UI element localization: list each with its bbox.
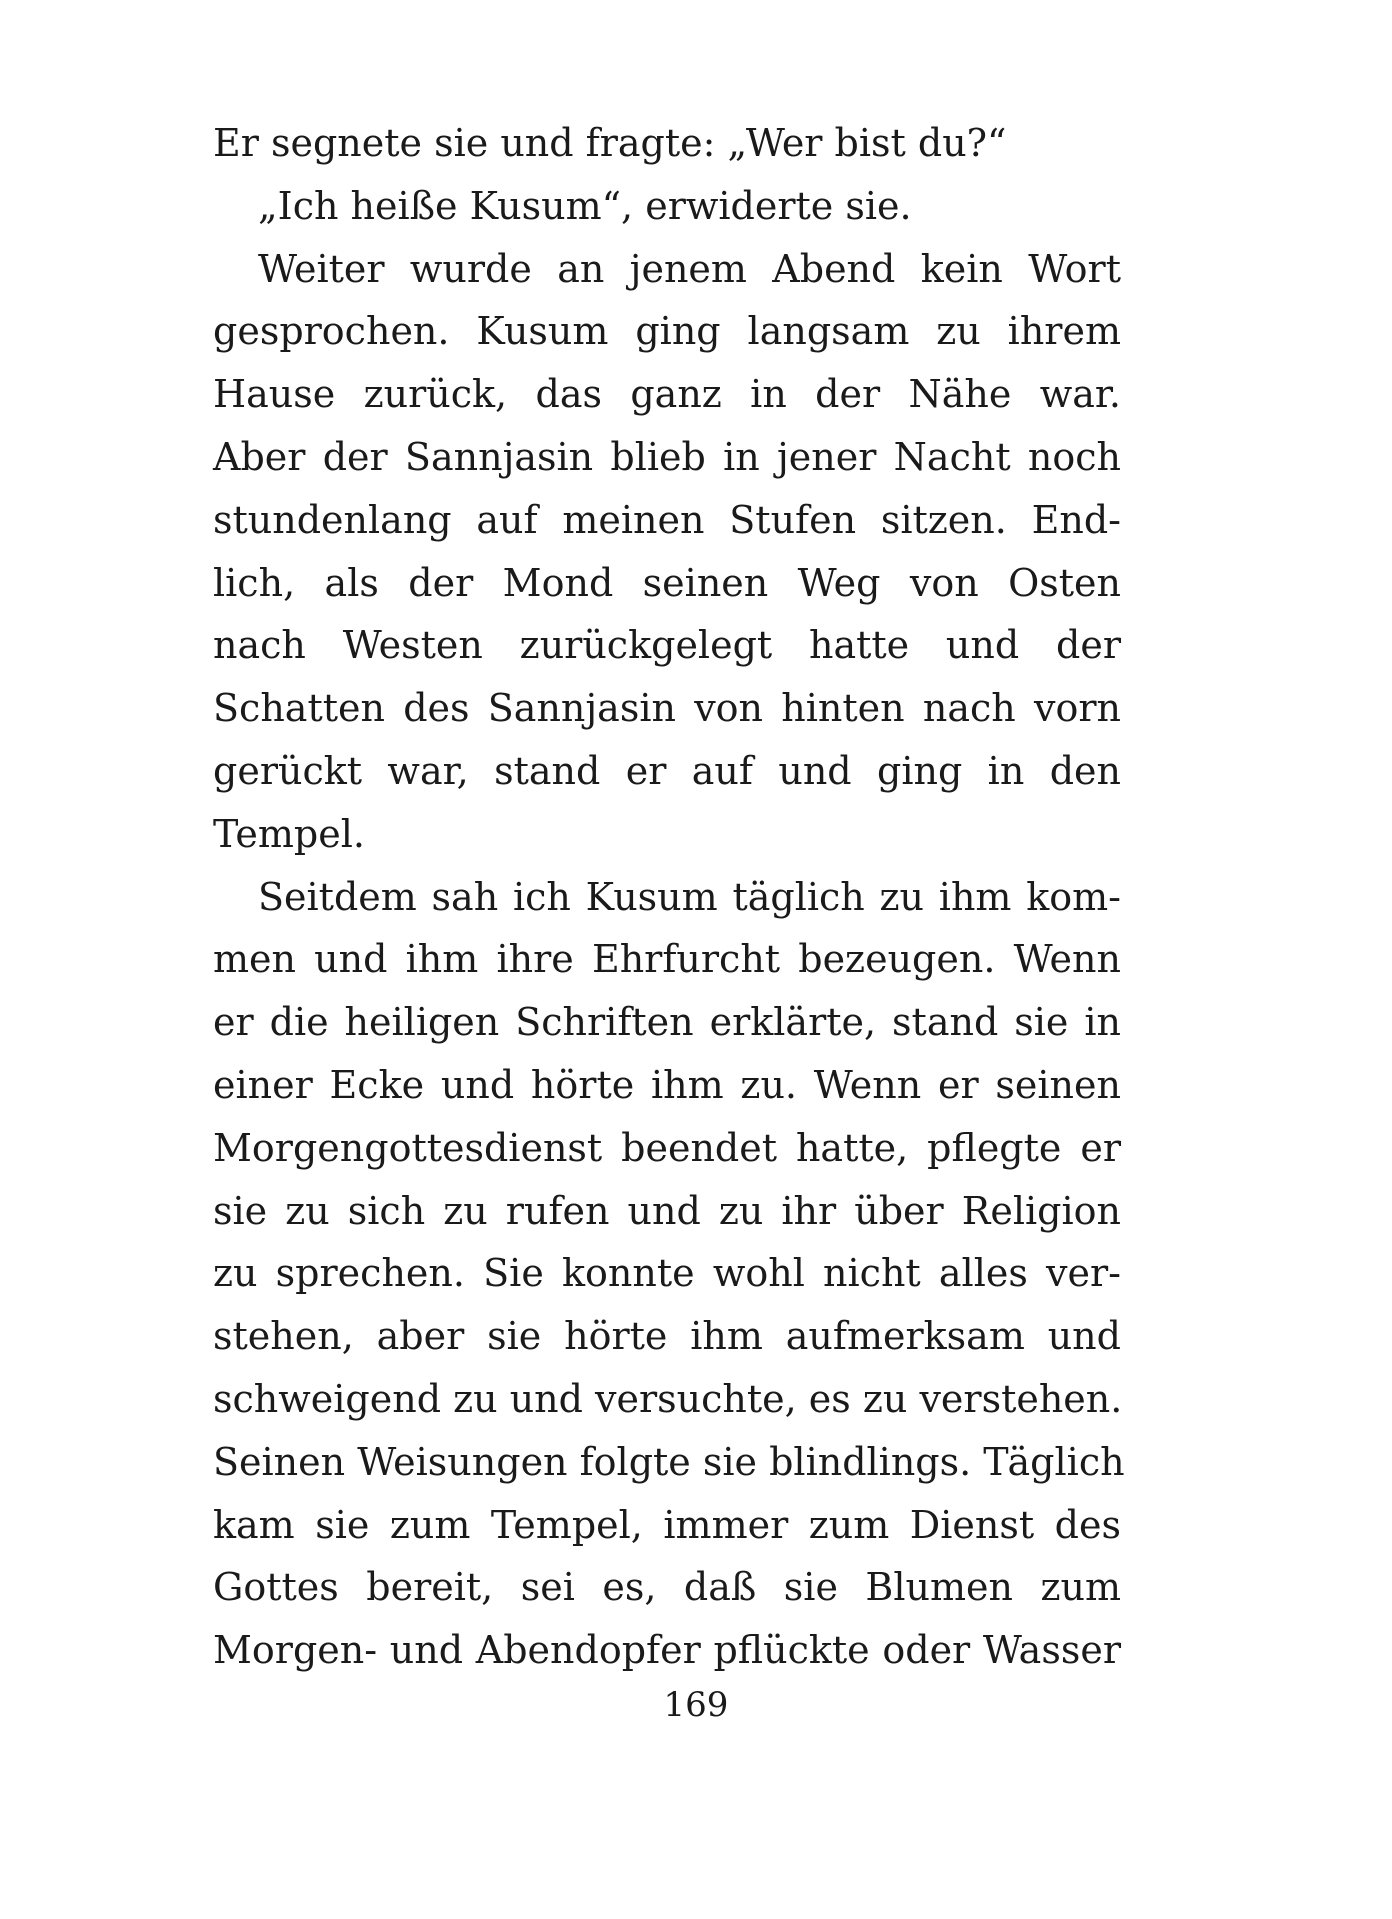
text-line: Gottes bereit, sei es, daß sie Blumen zum — [213, 1565, 1121, 1610]
text-line: Tempel. — [213, 811, 365, 856]
text-line: nach Westen zurückgelegt hatte und der — [213, 623, 1121, 668]
text-line: er die heiligen Schriften erklärte, stand sie in — [213, 1000, 1121, 1045]
text-line: kam sie zum Tempel, immer zum Dienst des — [213, 1502, 1121, 1547]
text-line: stundenlang auf meinen Stufen sitzen. End- — [213, 497, 1121, 542]
text-line: Er segnete sie und fragte: „Wer bist du?“ — [213, 121, 1007, 165]
text-line: sie zu sich zu rufen und zu ihr über Religion — [213, 1188, 1121, 1233]
text-line: Morgengottesdienst beendet hatte, pflegte er — [213, 1125, 1121, 1170]
body-text — [213, 112, 1125, 1682]
text-line: zu sprechen. Sie konnte wohl nicht alles ver- — [213, 1251, 1121, 1296]
text-line: lich, als der Mond seinen Weg von Osten — [213, 560, 1121, 605]
text-line: Hause zurück, das ganz in der Nähe war. — [213, 372, 1121, 417]
text-line: Weiter wurde an jenem Abend kein Wort — [258, 246, 1121, 291]
text-line: stehen, aber sie hörte ihm aufmerksam und — [213, 1314, 1121, 1359]
text-line: Aber der Sannjasin blieb in jener Nacht noch — [213, 434, 1121, 479]
text-line: Morgen- und Abendopfer pflückte oder Wasser — [213, 1628, 1121, 1673]
text-line: gesprochen. Kusum ging langsam zu ihrem — [213, 309, 1121, 354]
page-number: 169 — [663, 1685, 729, 1725]
text-line: schweigend zu und versuchte, es zu verstehen. — [213, 1376, 1123, 1421]
text-line: Seinen Weisungen folgte sie blindlings. Täglich — [213, 1439, 1125, 1484]
text-line: Seitdem sah ich Kusum täglich zu ihm kom- — [258, 874, 1121, 919]
text-line: einer Ecke und hörte ihm zu. Wenn er seinen — [213, 1062, 1121, 1107]
text-line: men und ihm ihre Ehrfurcht bezeugen. Wenn — [213, 937, 1121, 982]
text-line: gerückt war, stand er auf und ging in den — [213, 748, 1121, 793]
text-line: Schatten des Sannjasin von hinten nach vorn — [213, 686, 1121, 731]
text-line: „Ich heiße Kusum“, erwiderte sie. — [258, 183, 912, 228]
